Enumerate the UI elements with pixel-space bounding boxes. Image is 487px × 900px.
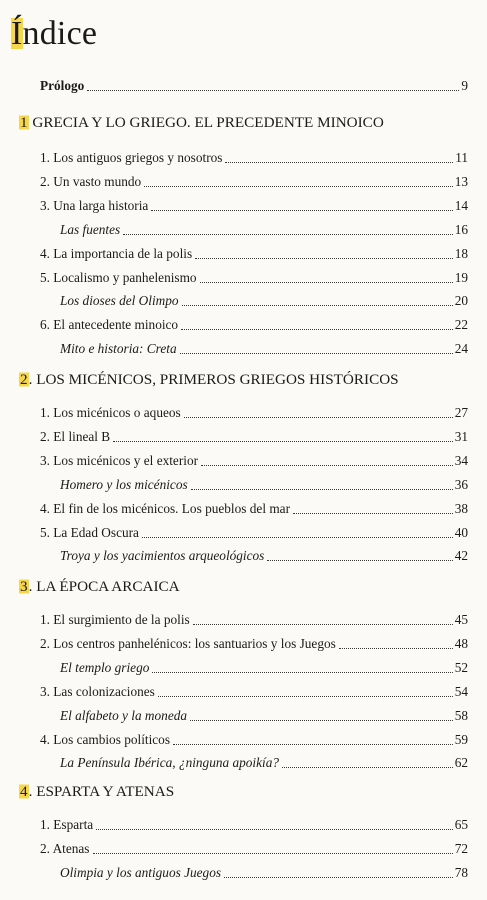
toc-entry-label: 2. El lineal B: [40, 428, 111, 444]
toc-entry[interactable]: [0, 728, 487, 748]
toc-entry-label: 1. El surgimiento de la polis: [40, 612, 190, 627]
toc-entry-label: El alfabeto y la moneda: [60, 707, 188, 723]
leader-dots: [195, 258, 453, 259]
leader-dots: [190, 720, 453, 721]
toc-entry-label: Las fuentes: [60, 221, 121, 237]
leader-dots: [123, 234, 452, 235]
toc-page-number: 42: [454, 548, 468, 564]
toc-entry-label: 3. Los micénicos y el exterior: [40, 452, 199, 468]
chapter-separator: .: [28, 371, 37, 388]
chapter-heading[interactable]: [19, 577, 479, 599]
leader-dots: [293, 513, 453, 514]
toc-entry-label: Los dioses del Olimpo: [60, 293, 179, 309]
toc-page-number: 38: [454, 500, 468, 516]
toc-page-number: 45: [454, 612, 468, 627]
leader-dots: [200, 282, 453, 283]
chapter-number: 1: [20, 114, 28, 131]
leader-dots: [151, 210, 452, 211]
toc-entry-label: El templo griego: [60, 659, 150, 675]
toc-entry-label: 2. Los centros panhelénicos: los santuarios y los Juegos: [40, 635, 336, 651]
toc-page-number: 40: [454, 524, 468, 540]
chapter-title: LOS MICÉNICOS, PRIMEROS GRIEGOS HISTÓRICOS: [36, 371, 399, 388]
toc-entry-label: 1. Esparta: [40, 817, 94, 832]
title-highlight: Í: [11, 15, 23, 52]
leader-dots: [96, 829, 453, 830]
leader-dots: [180, 353, 453, 354]
chapter-title: GRECIA Y LO GRIEGO. EL PRECEDENTE MINOICO: [32, 114, 384, 131]
toc-page-number: 20: [454, 293, 468, 309]
toc-entry[interactable]: [0, 194, 487, 214]
toc-entry-feature[interactable]: [0, 544, 487, 564]
toc-entry[interactable]: [0, 425, 487, 445]
leader-dots: [184, 417, 453, 418]
toc-page-number: 34: [454, 452, 468, 468]
toc-entry[interactable]: [0, 837, 487, 857]
toc-entry-label: 5. La Edad Oscura: [40, 524, 139, 540]
toc-entry[interactable]: [0, 266, 487, 286]
toc-entry-label: 1. Los micénicos o aqueos: [40, 405, 181, 420]
toc-page-number: 16: [454, 221, 468, 237]
chapter-heading[interactable]: [19, 782, 479, 804]
leader-dots: [339, 648, 453, 649]
chapter-title: LA ÉPOCA ARCAICA: [36, 578, 180, 595]
toc-entry-prologue[interactable]: [0, 74, 487, 94]
toc-page-number: 22: [454, 317, 468, 333]
toc-entry-feature[interactable]: [0, 751, 487, 771]
toc-page-number: 59: [454, 731, 468, 747]
toc-entry[interactable]: [0, 813, 487, 833]
toc-entry-label: 3. Las colonizaciones: [40, 683, 155, 699]
leader-dots: [152, 672, 452, 673]
toc-entry-feature[interactable]: [0, 473, 487, 493]
toc-entry[interactable]: [0, 170, 487, 190]
chapter-separator: .: [28, 578, 37, 595]
leader-dots: [142, 537, 453, 538]
toc-entry-label: 4. El fin de los micénicos. Los pueblos del mar: [40, 500, 291, 516]
toc-page-number: 11: [455, 150, 468, 165]
toc-entry-label: 5. Localismo y panhelenismo: [40, 269, 197, 285]
toc-entry-label: Homero y los micénicos: [60, 476, 188, 492]
toc-entry[interactable]: [0, 497, 487, 517]
toc-entry-label: Mito e historia: Creta: [60, 341, 177, 357]
toc-page-number: 52: [454, 659, 468, 675]
leader-dots: [224, 877, 453, 878]
leader-dots: [113, 441, 453, 442]
leader-dots: [144, 186, 453, 187]
leader-dots: [191, 489, 453, 490]
chapter-number: 2: [20, 371, 28, 388]
leader-dots: [93, 853, 453, 854]
toc-page-number: 27: [454, 405, 468, 420]
toc-page-number: 18: [454, 245, 468, 261]
toc-entry[interactable]: [0, 401, 487, 421]
toc-page-number: 72: [454, 840, 468, 856]
toc-entry-feature[interactable]: [0, 289, 487, 309]
leader-dots: [201, 465, 453, 466]
toc-entry-feature[interactable]: [0, 656, 487, 676]
toc-entry-feature[interactable]: [0, 337, 487, 357]
toc-entry-feature[interactable]: [0, 218, 487, 238]
toc-entry-feature[interactable]: [0, 861, 487, 881]
toc-entry-label: Troya y los yacimientos arqueológicos: [60, 548, 265, 564]
toc-page-number: 58: [454, 707, 468, 723]
leader-dots: [182, 305, 453, 306]
leader-dots: [87, 90, 459, 91]
chapter-number: 3: [20, 578, 28, 595]
toc-page-number: 24: [454, 341, 468, 357]
toc-entry[interactable]: [0, 242, 487, 262]
chapter-title: ESPARTA Y ATENAS: [36, 783, 175, 800]
toc-page-number: 31: [454, 428, 468, 444]
leader-dots: [225, 162, 453, 163]
chapter-separator: .: [28, 783, 37, 800]
toc-entry[interactable]: [0, 313, 487, 333]
leader-dots: [181, 329, 453, 330]
leader-dots: [267, 560, 452, 561]
toc-entry-label: 4. La importancia de la polis: [40, 245, 193, 261]
toc-entry-label: 4. Los cambios políticos: [40, 731, 171, 747]
leader-dots: [193, 624, 453, 625]
toc-page-number: 9: [461, 78, 468, 93]
toc-entry[interactable]: [0, 608, 487, 628]
leader-dots: [158, 696, 453, 697]
toc-entry[interactable]: [0, 146, 487, 166]
toc-entry-feature[interactable]: [0, 704, 487, 724]
toc-entry-label: La Península Ibérica, ¿ninguna apoikía?: [60, 755, 280, 771]
page-title: Índice: [11, 15, 98, 52]
toc-page-number: 13: [454, 173, 468, 189]
toc-entry-label: 1. Los antiguos griegos y nosotros: [40, 150, 223, 165]
toc-entry-label: 6. El antecedente minoico: [40, 317, 179, 333]
leader-dots: [173, 744, 453, 745]
leader-dots: [282, 767, 453, 768]
toc-page-number: 54: [454, 683, 468, 699]
toc-entry-label: Olimpia y los antiguos Juegos: [60, 864, 222, 880]
toc-entry-label: Prólogo: [40, 78, 85, 93]
toc-entry-label: 2. Atenas: [40, 840, 90, 856]
toc-page-number: 65: [454, 817, 468, 832]
toc-page-number: 78: [454, 864, 468, 880]
chapter-number: 4: [20, 783, 28, 800]
toc-entry[interactable]: [0, 449, 487, 469]
toc-page-number: 36: [454, 476, 468, 492]
toc-entry[interactable]: [0, 521, 487, 541]
chapter-heading[interactable]: [19, 113, 479, 135]
toc-page-number: 14: [454, 197, 468, 213]
toc-entry-label: 2. Un vasto mundo: [40, 173, 142, 189]
toc-page-number: 48: [454, 635, 468, 651]
toc-entry[interactable]: [0, 632, 487, 652]
toc-entry[interactable]: [0, 680, 487, 700]
toc-page-number: 19: [454, 269, 468, 285]
chapter-heading[interactable]: [19, 370, 479, 392]
toc-entry-label: 3. Una larga historia: [40, 197, 149, 213]
toc-page-number: 62: [454, 755, 468, 771]
